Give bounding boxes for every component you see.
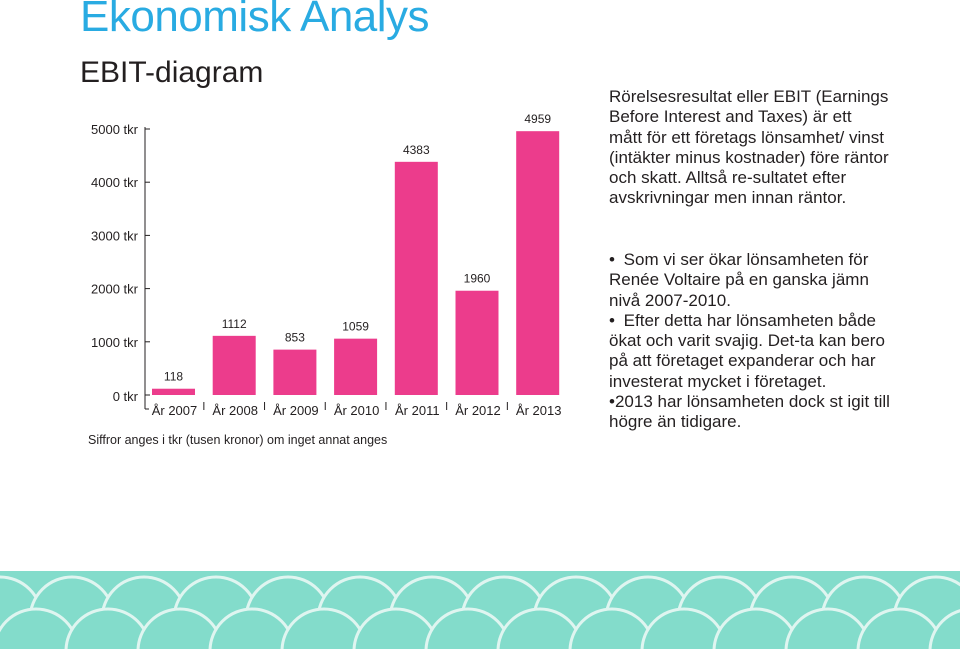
decorative-scallop-pattern [0,571,960,649]
y-tick-label: 3000 tkr [91,228,138,244]
bullet-text: 2013 har lönsamheten dock st igit till högre än tidigare. [609,392,890,432]
bar-value-label: 4383 [402,142,430,157]
bar-value-label: 118 [163,369,184,384]
y-tick-label: 4000 tkr [91,175,138,191]
bullet-item [609,392,899,433]
x-tick-label: År 2009 [273,403,319,418]
page-title: Ekonomisk Analys [80,0,430,41]
bar-value-label: 1059 [342,319,369,334]
bar-value-label: 1112 [221,316,247,331]
bar-value-label: 4959 [524,112,552,127]
analysis-bullet-list [609,250,899,433]
y-tick-label: 2000 tkr [91,281,138,297]
bullet-text: Som vi ser ökar lönsamheten för Renée Voltaire på en ganska jämn nivå 2007-2010. [609,250,869,310]
page-subtitle: EBIT-diagram [80,56,264,89]
y-tick-label: 1000 tkr [91,334,138,350]
y-tick-label: 0 tkr [112,389,138,404]
x-tick-label: År 2008 [212,403,258,418]
x-tick-label: År 2010 [333,403,380,418]
bar [516,131,559,395]
bullet-dot-icon: • [609,310,615,330]
ebit-description: Rörelsesresultat eller EBIT (Earnings Before Interest and Taxes) är ett mått för ett företags lönsamhet/ vinst (intäkter minus kostnader) före räntor och skatt. Alltså re-sultatet efter avskrivningar men innan räntor. [609,87,889,208]
bar [152,389,195,395]
bar [395,162,438,395]
bullet-text: Efter detta har lönsamheten både ökat och varit svajig. Det-ta kan bero på att företaget expanderar och har investerat mycket i företaget. [609,310,885,391]
chart-footnote: Siffror anges i tkr (tusen kronor) om inget annat anges [88,433,388,447]
x-tick-label: År 2013 [515,403,562,418]
x-tick-label: År 2007 [151,403,198,418]
bullet-dot-icon: • [609,250,615,269]
bar [456,291,499,395]
bullet-item [609,250,899,311]
bullet-item [609,311,899,392]
bar [273,350,316,395]
bar [334,339,377,395]
bar [213,336,256,395]
y-tick-label: 5000 tkr [91,122,138,137]
bar-value-label: 853 [284,330,305,345]
x-tick-label: År 2011 [395,403,440,418]
bullet-dot-icon: • [609,392,615,412]
bar-value-label: 1960 [463,271,491,286]
x-tick-label: År 2012 [455,403,501,418]
